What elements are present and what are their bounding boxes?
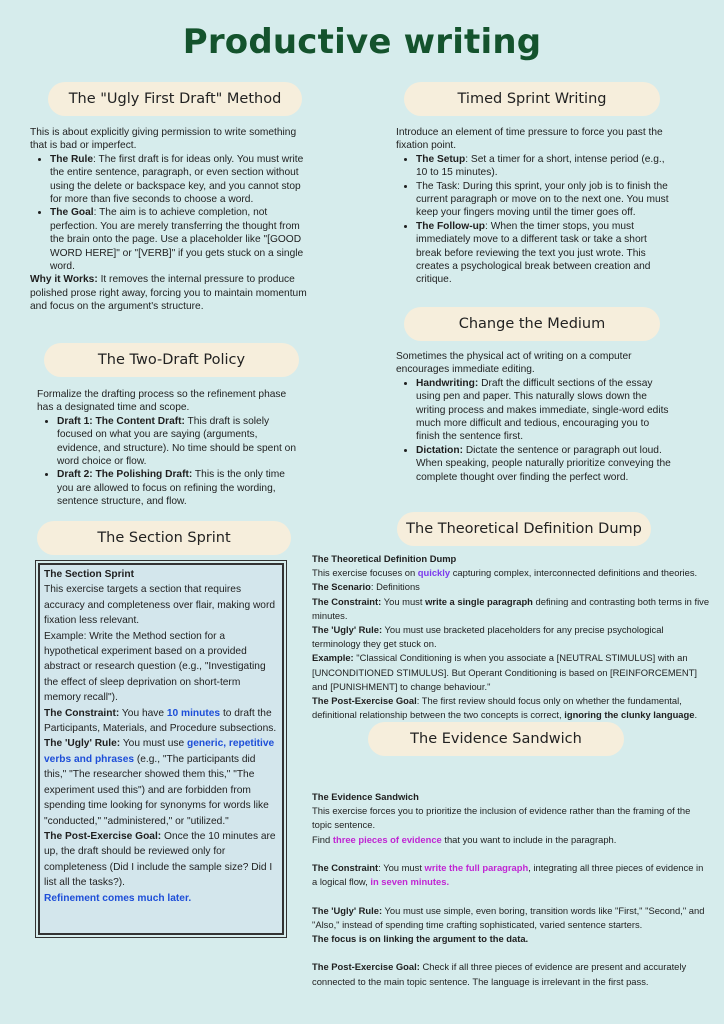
evidence-find-post: that you want to include in the paragraph. [441,833,617,845]
evidence-title: The Evidence Sandwich [312,791,419,802]
section-sprint-constraint [44,706,278,737]
theory-post-text: : The first review should focus only on whether the fundamental, definitional relationship between the two concepts is correct, [312,695,682,721]
theory-intro-pre: This exercise focuses on [312,567,418,579]
dictation-text: Dictate the sentence or paragraph out loud. When speaking, people naturally prioritize conveying the complete thought over finding the perfect word. [416,444,671,483]
ugly-draft-heading: The "Ugly First Draft" Method [48,82,302,116]
section-ugly-post: (e.g., "The participants did this," "The researcher showed them this," "The experiment used this") and are forbidden from spending time looking for synonyms for words like "conducted," "administered," or "utilized." [44,753,269,827]
ugly-why [30,273,314,313]
handwriting-text: Draft the difficult sections of the essay using pen and paper. This naturally slows down the writing process and makes immediate, single-word edits much more difficult and tedious, encouraging you to finish the sentence first. [416,377,669,443]
section-refinement-note: Refinement comes much later. [44,892,192,904]
theory-example-label: Example: [312,652,354,664]
ugly-rule-text: : The first draft is for ideas only. You must write the entire sentence, paragraph, or even section without using the delete or backspace key, and you cannot stop for more than five seconds to choose a word. [50,153,304,206]
two-draft-heading: The Two-Draft Policy [44,343,299,377]
page-title: Productive writing [182,22,542,62]
evidence-find-pre: Find [312,833,333,845]
draft1-item [57,415,299,469]
evidence-ugly-label: The 'Ugly' Rule: [312,904,383,916]
theory-post-bold: ignoring the clunky language [564,709,695,721]
theory-ugly-text: You must use bracketed placeholders for any precise psychological terminology they get stuck on. [312,624,664,650]
draft2-text: This is the only time you are allowed to focus on refining the wording, sentence structure, and flow. [57,469,285,508]
evidence-sandwich-section [312,790,710,989]
ugly-intro: This is about explicitly giving permission to write something that is bad or imperfect. [30,127,297,152]
ugly-rule-label: The Rule [50,153,94,165]
draft1-label: Draft 1: The Content Draft: [57,415,185,427]
dictation-label: Dictation: [416,444,463,456]
handwriting-item [416,377,672,444]
theory-intro [312,566,710,580]
theory-constraint-bold: write a single paragraph [425,595,533,607]
evidence-intro: This exercise forces you to prioritize the inclusion of evidence rather than the framing of the topic sentence. [312,805,691,831]
section-sprint-box [38,563,284,935]
evidence-ugly-rule [312,904,710,932]
section-sprint-post-goal [44,829,278,891]
timed-setup-text: : Set a timer for a short, intense period (e.g., 10 to 15 minutes). [416,153,665,179]
medium-intro: Sometimes the physical act of writing on a computer encourages immediate editing. [396,351,632,376]
ugly-rule-item [50,153,314,207]
dictation-item [416,444,672,484]
timed-setup-item [416,153,672,180]
ugly-goal-item [50,206,314,273]
evidence-find-highlight: three pieces of evidence [332,833,442,845]
theory-example-text: "Classical Conditioning is when you associate a [NEUTRAL STIMULUS] with an [UNCONDITIONED STIMULUS]. But Operant Conditioning is based on [REINFORCEMENT] and [PUNISHMENT] to change behaviour." [312,652,698,692]
theory-constraint-post: defining and contrasting both terms in five minutes. [312,595,710,621]
ugly-goal-label: The Goal [50,207,94,219]
theory-scenario-label: The Scenario [312,581,371,593]
timed-follow-label: The Follow-up [416,220,486,232]
section-sprint-ugly-rule [44,736,278,828]
evidence-constraint-pre: : You must [378,862,425,874]
theory-constraint [312,595,710,623]
section-sprint-example: Example: Write the Method section for a hypothetical experiment based on a provided abstract or research question (e.g., "Investigating the effect of sleep deprivation on short-term memory recall"). [44,630,266,704]
timed-task-item: • The Task: During this sprint, your only job is to finish the current paragraph or move on to the next one. You must keep your fingers moving until the timer goes off. [416,180,672,220]
section-sprint-box-title: The Section Sprint [44,569,134,580]
theory-constraint-label: The Constraint: [312,595,382,607]
section-post-label: The Post-Exercise Goal: [44,830,162,842]
section-sprint-heading: The Section Sprint [37,521,291,555]
draft2-label: Draft 2: The Polishing Draft: [57,469,193,481]
change-medium-section [396,350,672,484]
section-sprint-intro: This exercise targets a section that requires accuracy and completeness over flair, making word fixation less relevant. [44,584,276,627]
timed-follow-text: : When the timer stops, you must immediately move to a different task or take a short break before reviewing the text you just wrote. This creates a psychological break between creation and critique. [416,220,651,286]
theory-post-label: The Post-Exercise Goal [312,695,417,707]
timed-sprint-heading: Timed Sprint Writing [404,82,660,116]
section-constraint-label: The Constraint: [44,707,120,719]
theory-constraint-pre: You must [381,595,426,607]
ugly-goal-text: : The aim is to achieve completion, not perfection. You are merely transferring the thought from the brain onto the page. Use a placeholder like "[GOOD WORD HERE]" or "[VERB]" if you gets stuck on a single word. [50,207,304,273]
draft1-text: This draft is solely focused on what you are saying (arguments, evidence, and structure). No time should be spent on word choice or flow. [57,415,296,468]
evidence-find [312,833,710,847]
section-ugly-pre: You must use [120,738,188,750]
evidence-constraint [312,861,710,889]
evidence-post-label: The Post-Exercise Goal: [312,961,420,973]
draft2-item [57,468,299,508]
theory-post-goal [312,694,710,722]
ugly-why-label: Why it Works: [30,274,98,286]
two-draft-intro: Formalize the drafting process so the refinement phase has a designated time and scope. [37,389,287,414]
theory-scenario [312,580,710,594]
two-draft-section [37,388,299,509]
theory-ugly-label: The 'Ugly' Rule: [312,624,383,636]
theory-dump-heading: The Theoretical Definition Dump [397,512,651,546]
theory-scenario-text: : Definitions [370,581,420,593]
evidence-post-text: Check if all three pieces of evidence are present and accurately connected to the main topic sentence. The language is irrelevant in the first pass. [312,961,687,987]
evidence-constraint-mid: , integrating all three pieces of evidence in a logical flow, [312,862,704,888]
evidence-focus: The focus is on linking the argument to the data. [312,933,529,945]
section-constraint-post: to draft the Participants, Materials, and Procedure subsections. [44,707,277,735]
theory-example [312,651,710,694]
evidence-ugly-text: You must use simple, even boring, transition words like "First," "Second," and "Also," instead of spending time crafting sophisticated, varied sentence starters. [312,904,705,930]
evidence-constraint-label: The Constraint [312,862,379,874]
evidence-sandwich-heading: The Evidence Sandwich [368,722,624,756]
handwriting-label: Handwriting: [416,377,479,389]
theory-ugly-rule [312,623,710,651]
theory-intro-highlight: quickly [417,567,451,579]
section-post-text: Once the 10 minutes are up, the draft should be reviewed only for completeness (Did I include the sample size? Did I list all the tasks?). [44,830,276,889]
ugly-draft-section [30,126,314,314]
theory-post-end: . [694,709,698,721]
timed-intro: Introduce an element of time pressure to force you past the fixation point. [396,127,663,152]
evidence-post-goal [312,960,710,988]
theory-dump-section [312,552,710,722]
change-medium-heading: Change the Medium [404,307,660,341]
evidence-constraint-highlight-2: in seven minutes. [370,876,450,888]
theory-intro-post: capturing complex, interconnected definitions and theories. [450,567,698,579]
section-constraint-highlight: 10 minutes [166,707,221,719]
timed-follow-item [416,220,672,287]
section-ugly-highlight: generic, repetitive verbs and phrases [44,738,275,765]
timed-setup-label: The Setup [416,153,466,165]
timed-sprint-section [396,126,672,287]
section-constraint-pre: You have [119,707,167,719]
section-ugly-label: The 'Ugly' Rule: [44,738,121,750]
theory-title: The Theoretical Definition Dump [312,553,457,564]
ugly-why-text: It removes the internal pressure to produce polished prose right away, forcing you to maintain momentum and focus on the argument's structure. [30,274,307,313]
evidence-constraint-highlight: write the full paragraph [424,862,529,874]
